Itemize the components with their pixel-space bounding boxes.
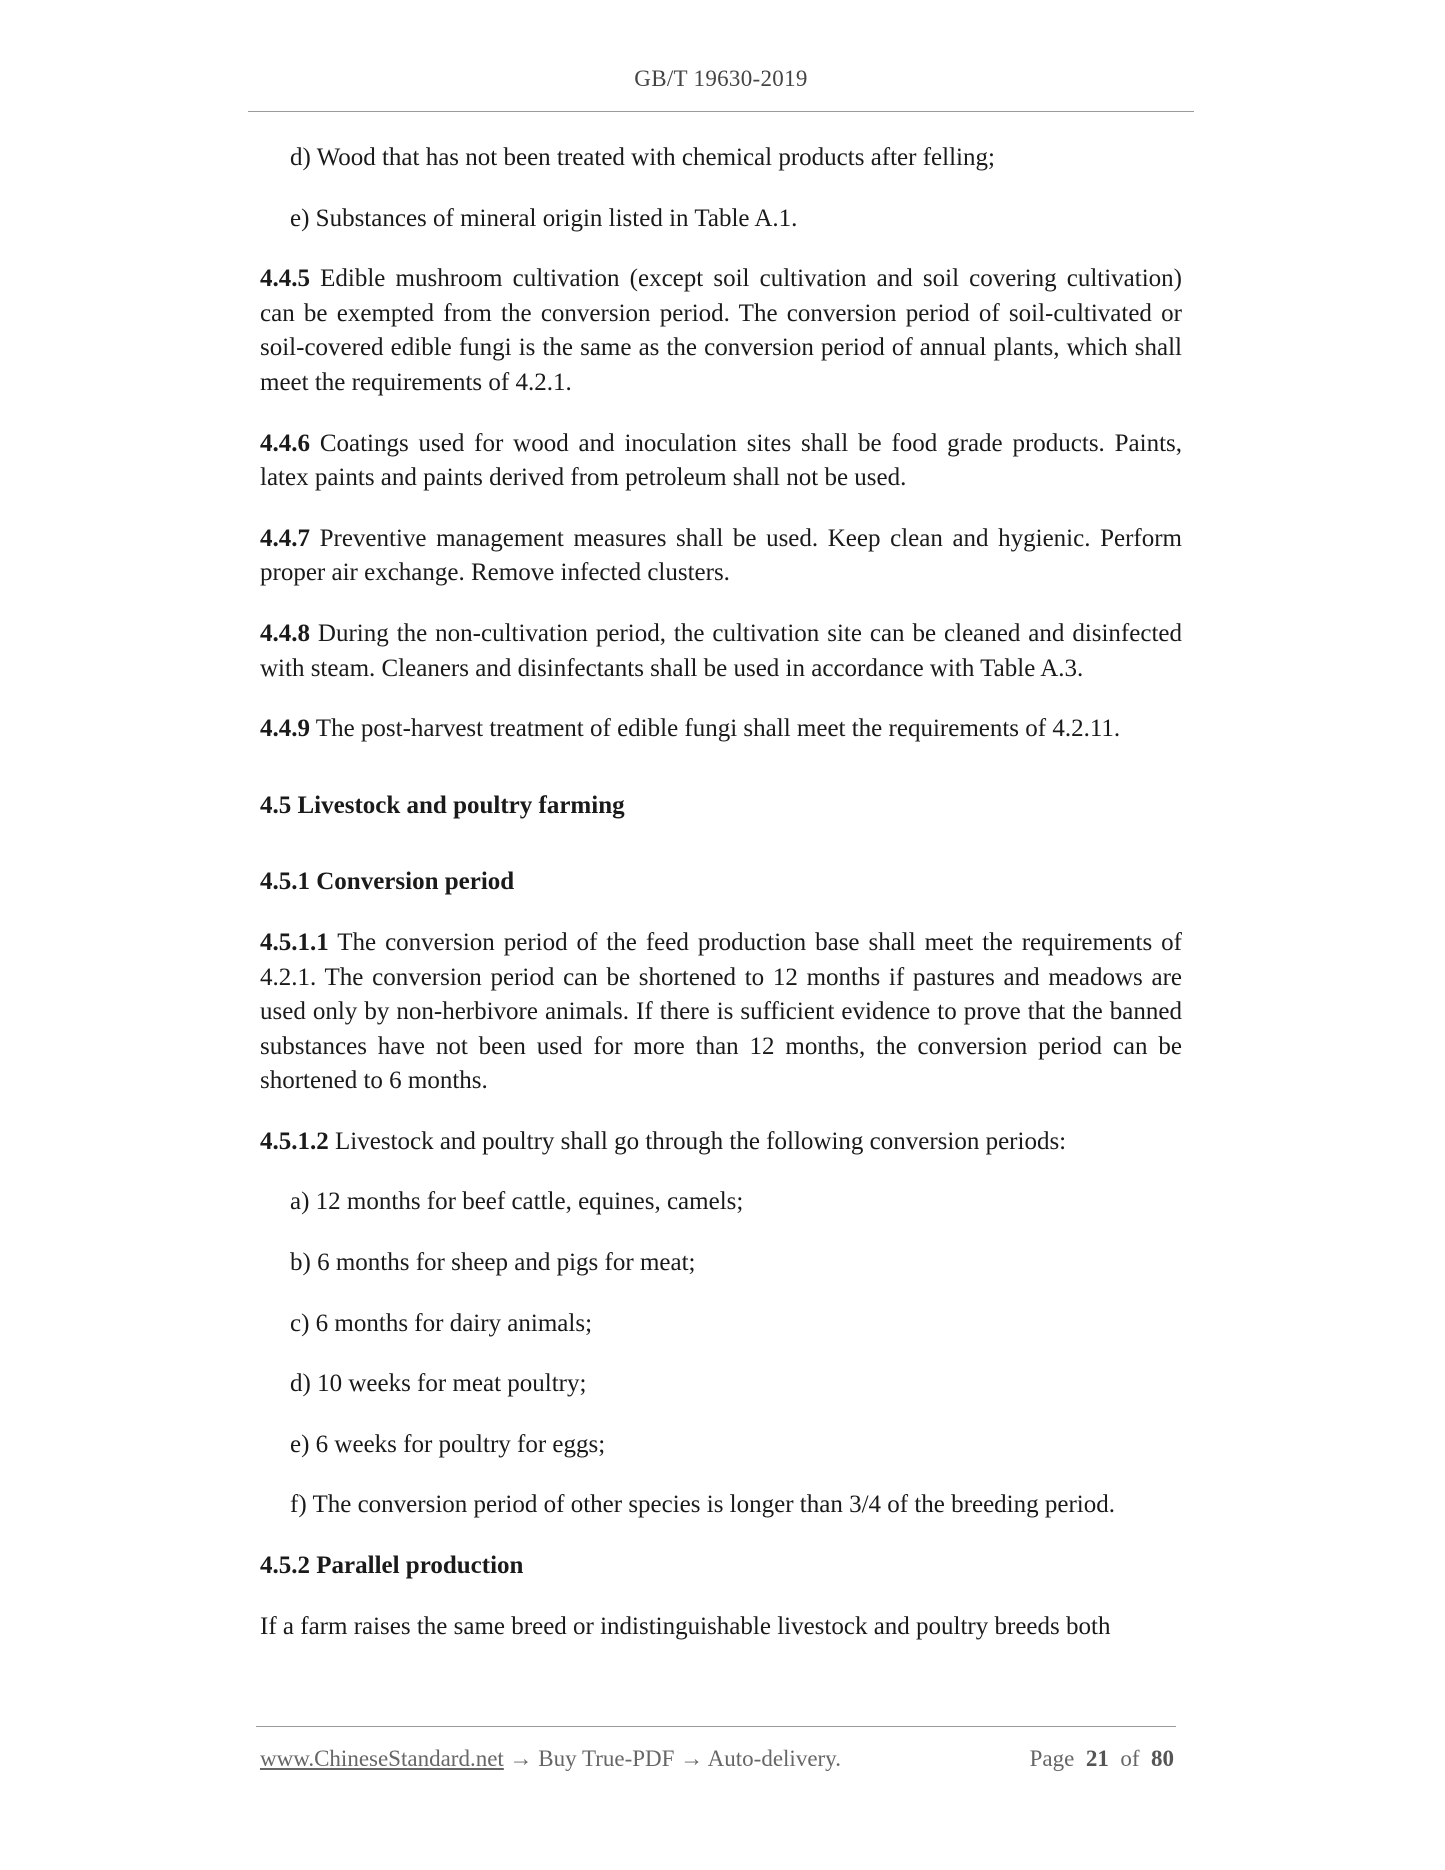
clause-4-4-8 xyxy=(260,617,1182,686)
list-item: b) 6 months for sheep and pigs for meat; xyxy=(290,1249,696,1277)
clause-text: The post-harvest treatment of edible fungi shall meet the requirements of 4.2.11. xyxy=(310,715,1121,743)
clause-text: Livestock and poultry shall go through the following conversion periods: xyxy=(328,1127,1067,1155)
page-of: of xyxy=(1120,1746,1140,1771)
document-header-title: GB/T 19630-2019 xyxy=(634,66,808,91)
list-item: e) 6 weeks for poultry for eggs; xyxy=(290,1430,606,1458)
paragraph-parallel-production: If a farm raises the same breed or indistinguishable livestock and poultry breeds both xyxy=(260,1612,1111,1640)
page-number xyxy=(1030,1746,1174,1772)
footer-promo xyxy=(260,1746,841,1772)
arrow-right-icon: → xyxy=(680,1746,704,1771)
clause-number: 4.4.6 xyxy=(260,429,310,457)
buy-pdf-text: Buy True-PDF xyxy=(532,1746,681,1771)
document-body xyxy=(260,141,1182,1644)
arrow-right-icon: → xyxy=(509,1746,533,1771)
clause-4-4-5 xyxy=(260,262,1182,400)
clause-number: 4.4.7 xyxy=(260,524,310,552)
auto-delivery-text: Auto-delivery. xyxy=(703,1746,841,1771)
list-item: f) The conversion period of other species is longer than 3/4 of the breeding period. xyxy=(290,1491,1115,1519)
clause-number: 4.4.5 xyxy=(260,265,310,293)
footer-divider xyxy=(256,1726,1176,1727)
clause-4-4-6 xyxy=(260,427,1182,496)
page-total: 80 xyxy=(1151,1746,1174,1771)
clause-text: Preventive management measures shall be used. Keep clean and hygienic. Perform proper air exchange. Remove infected clusters. xyxy=(260,524,1182,587)
section-heading-4-5: 4.5 Livestock and poultry farming xyxy=(260,791,625,819)
section-heading-4-5-1: 4.5.1 Conversion period xyxy=(260,868,515,896)
clause-4-4-7 xyxy=(260,522,1182,591)
clause-4-5-1-2 xyxy=(260,1125,1182,1160)
section-heading-4-5-2: 4.5.2 Parallel production xyxy=(260,1552,524,1580)
clause-text: Edible mushroom cultivation (except soil cultivation and soil covering cultivation) can be exempted from the conversion period. The conversion period of soil-cultivated or soil-covered edible fungi is the same as the conversion period of annual plants, which shall meet the requirements of 4.2.1. xyxy=(260,265,1182,396)
clause-text: The conversion period of the feed production base shall meet the requirements of 4.2.1. The conversion period can be shortened to 12 months if pastures and meadows are used only by non-herbivore animals. If there is sufficient evidence to prove that the banned substances have not been used for more than 12 months, the conversion period can be shortened to 6 months. xyxy=(260,928,1182,1095)
clause-number: 4.4.9 xyxy=(260,715,310,743)
list-item: d) 10 weeks for meat poultry; xyxy=(290,1370,587,1398)
clause-number: 4.5.1.1 xyxy=(260,928,329,956)
page-label: Page xyxy=(1029,1746,1075,1771)
clause-4-5-1-1 xyxy=(260,926,1182,1099)
page-current: 21 xyxy=(1085,1746,1109,1771)
header-divider xyxy=(248,111,1194,112)
clause-number: 4.5.1.2 xyxy=(260,1127,329,1155)
list-item: e) Substances of mineral origin listed in Table A.1. xyxy=(290,204,798,232)
clause-text: During the non-cultivation period, the cultivation site can be cleaned and disinfected with steam. Cleaners and disinfectants shall be used in accordance with Table A.3. xyxy=(260,619,1182,682)
list-item: c) 6 months for dairy animals; xyxy=(290,1309,593,1337)
clause-text: Coatings used for wood and inoculation sites shall be food grade products. Paints, latex paints and paints derived from petroleum shall not be used. xyxy=(260,429,1182,492)
website-link[interactable]: www.ChineseStandard.net xyxy=(260,1746,504,1771)
list-item: d) Wood that has not been treated with chemical products after felling; xyxy=(290,144,995,171)
clause-number: 4.4.8 xyxy=(260,619,310,647)
clause-4-4-9 xyxy=(260,712,1182,747)
list-item: a) 12 months for beef cattle, equines, camels; xyxy=(290,1188,744,1216)
